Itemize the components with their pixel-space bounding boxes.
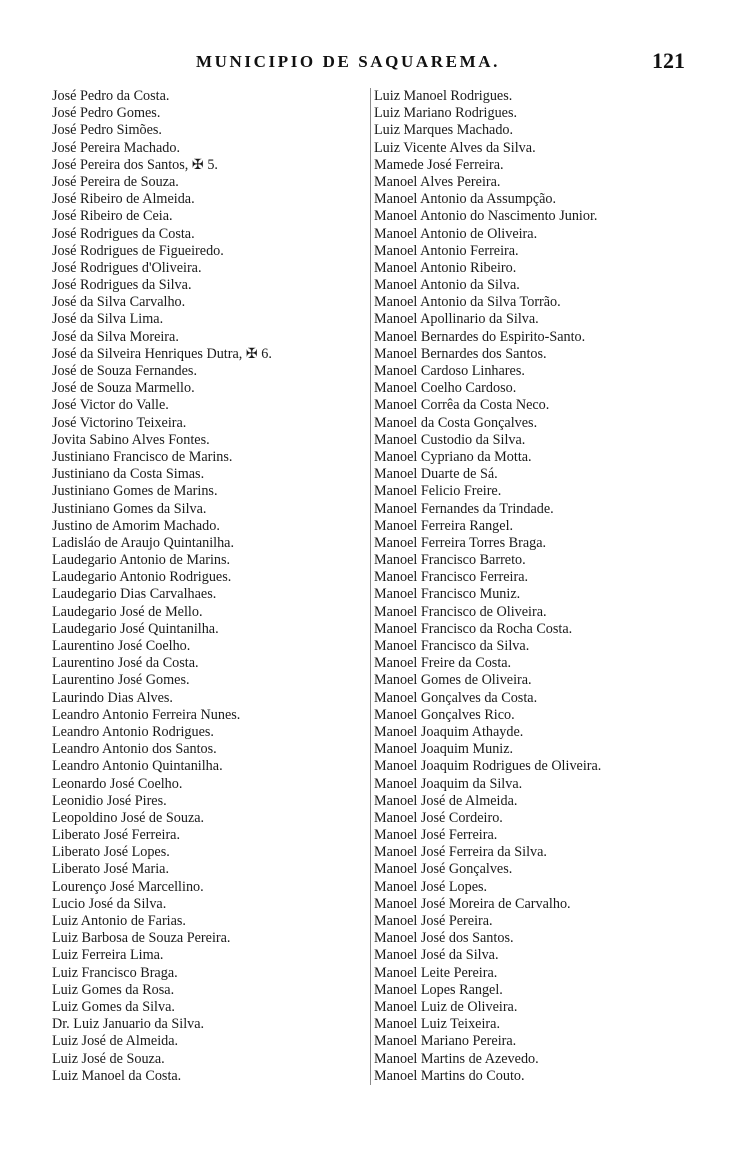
list-item: Manoel José da Silva. bbox=[374, 947, 499, 964]
list-item: José Pedro da Costa. bbox=[52, 88, 170, 104]
list-item: Justiniano Gomes de Marins. bbox=[52, 483, 218, 500]
page-title: MUNICIPIO DE SAQUAREMA. bbox=[196, 52, 500, 71]
list-item: Manoel José dos Santos. bbox=[374, 930, 514, 947]
list-item: Manoel José de Almeida. bbox=[374, 792, 518, 809]
list-item: Manoel José Pereira. bbox=[374, 913, 493, 929]
list-item: Manoel Corrêa da Costa Neco. bbox=[374, 397, 550, 414]
list-item: Manoel Alves Pereira. bbox=[374, 173, 501, 190]
list-item: Leonidio José Pires. bbox=[52, 792, 167, 809]
list-item: José Victor do Valle. bbox=[52, 397, 169, 414]
list-item: Manoel Leite Pereira. bbox=[374, 964, 498, 981]
list-item: Manoel Martins do Couto. bbox=[374, 1067, 525, 1084]
list-item: José da Silva Moreira. bbox=[52, 328, 179, 345]
list-item: Laurindo Dias Alves. bbox=[52, 689, 173, 706]
list-item: Luiz Mariano Rodrigues. bbox=[374, 105, 518, 122]
list-item: Manoel Luiz de Oliveira. bbox=[374, 998, 518, 1015]
list-item: Luiz Ferreira Lima. bbox=[52, 947, 164, 964]
list-item: Justiniano Francisco de Marins. bbox=[52, 448, 233, 465]
list-item: Luiz José de Souza. bbox=[52, 1050, 165, 1067]
list-item: Manoel Cardoso Linhares. bbox=[374, 363, 525, 379]
left-name-column bbox=[52, 88, 357, 1085]
page-number: 121 bbox=[652, 48, 685, 73]
list-item: Lourenço José Marcellino. bbox=[52, 878, 204, 895]
list-item: Laurentino José Gomes. bbox=[52, 672, 190, 689]
list-item: Manoel Ferreira Torres Braga. bbox=[374, 534, 547, 551]
list-item: Manoel Joaquim Rodrigues de Oliveira. bbox=[374, 758, 602, 775]
list-item: Manoel Mariano Pereira. bbox=[374, 1033, 517, 1050]
list-item: Manoel da Costa Gonçalves. bbox=[374, 414, 538, 431]
list-item: José de Souza Marmello. bbox=[52, 380, 195, 397]
list-item: Luiz Manoel Rodrigues. bbox=[374, 88, 513, 104]
list-item: José Pedro Gomes. bbox=[52, 105, 161, 122]
list-item: Manoel Antonio Ferreira. bbox=[374, 242, 519, 259]
list-item: José de Souza Fernandes. bbox=[52, 363, 197, 379]
list-item: Manoel Francisco da Rocha Costa. bbox=[374, 620, 573, 637]
list-item: Manoel Antonio da Silva. bbox=[374, 277, 520, 294]
list-item: Leandro Antonio dos Santos. bbox=[52, 741, 217, 758]
list-item: Manoel Antonio do Nascimento Junior. bbox=[374, 208, 598, 225]
list-item: José da Silva Carvalho. bbox=[52, 294, 186, 311]
list-item: Manoel Felicio Freire. bbox=[374, 483, 502, 500]
list-item: Laudegario Antonio Rodrigues. bbox=[52, 569, 232, 586]
list-item: Manoel Francisco de Oliveira. bbox=[374, 603, 547, 620]
list-item: Manoel Joaquim Athayde. bbox=[374, 723, 524, 740]
list-item: Lucio José da Silva. bbox=[52, 895, 167, 912]
list-item: Leandro Antonio Quintanilha. bbox=[52, 758, 223, 775]
list-item: José Rodrigues da Silva. bbox=[52, 277, 192, 294]
page-header bbox=[0, 48, 736, 78]
list-item: Manoel Joaquim da Silva. bbox=[374, 775, 523, 792]
list-item: Liberato José Maria. bbox=[52, 861, 170, 878]
list-item: José Pedro Simões. bbox=[52, 122, 162, 139]
list-item: José Pereira dos Santos, ✠ 5. bbox=[52, 156, 218, 173]
list-item: José Pereira de Souza. bbox=[52, 173, 179, 190]
list-item: Manoel Francisco da Silva. bbox=[374, 638, 530, 654]
list-item: Luiz Gomes da Rosa. bbox=[52, 981, 175, 998]
list-item: Laudegario Dias Carvalhaes. bbox=[52, 586, 217, 603]
list-item: Manoel Bernardes dos Santos. bbox=[374, 345, 547, 362]
list-item: Luiz Marques Machado. bbox=[374, 122, 514, 139]
list-item: Manoel Coelho Cardoso. bbox=[374, 380, 517, 397]
list-item: José Rodrigues d'Oliveira. bbox=[52, 259, 202, 276]
list-item: Manoel Cypriano da Motta. bbox=[374, 448, 532, 465]
list-item: José Ribeiro de Ceia. bbox=[52, 208, 173, 225]
list-item: Manoel José Ferreira. bbox=[374, 827, 498, 844]
list-item: Dr. Luiz Januario da Silva. bbox=[52, 1016, 205, 1033]
list-item: Laurentino José da Costa. bbox=[52, 655, 199, 672]
list-item: Manoel José Gonçalves. bbox=[374, 861, 513, 878]
list-item: Manoel Antonio de Oliveira. bbox=[374, 225, 538, 242]
right-name-column bbox=[370, 88, 714, 1085]
list-item: Leandro Antonio Rodrigues. bbox=[52, 723, 214, 740]
list-item: Manoel Antonio da Assumpção. bbox=[374, 191, 557, 208]
list-item: Luiz Antonio de Farias. bbox=[52, 913, 186, 929]
list-item: Manoel José Ferreira da Silva. bbox=[374, 844, 547, 861]
list-item: José Pereira Machado. bbox=[52, 139, 181, 156]
list-item: Manoel José Moreira de Carvalho. bbox=[374, 895, 571, 912]
list-item: Laudegario José Quintanilha. bbox=[52, 620, 219, 637]
list-item: Manoel Custodio da Silva. bbox=[374, 431, 526, 448]
list-item: Manoel Martins de Azevedo. bbox=[374, 1050, 539, 1067]
list-item: Luiz Vicente Alves da Silva. bbox=[374, 139, 536, 156]
list-item: Manoel Gonçalves da Costa. bbox=[374, 689, 538, 706]
list-item: Manoel José Cordeiro. bbox=[374, 809, 503, 826]
list-item: Luiz José de Almeida. bbox=[52, 1033, 179, 1050]
list-item: Manoel Fernandes da Trindade. bbox=[374, 500, 554, 517]
list-item: Manoel Gomes de Oliveira. bbox=[374, 672, 532, 689]
list-item: Manoel Apollinario da Silva. bbox=[374, 311, 539, 328]
list-item: Jovita Sabino Alves Fontes. bbox=[52, 431, 210, 448]
list-item: José Victorino Teixeira. bbox=[52, 414, 187, 431]
list-item: Manoel Francisco Barreto. bbox=[374, 552, 526, 569]
list-item: Manoel Ferreira Rangel. bbox=[374, 517, 514, 534]
list-item: Mamede José Ferreira. bbox=[374, 156, 504, 173]
list-item: Liberato José Ferreira. bbox=[52, 827, 181, 844]
list-item: Manoel Lopes Rangel. bbox=[374, 981, 503, 998]
list-item: José Rodrigues da Costa. bbox=[52, 225, 195, 242]
list-item: Manoel Antonio Ribeiro. bbox=[374, 259, 517, 276]
list-item: Manoel Antonio da Silva Torrão. bbox=[374, 294, 561, 311]
list-item: Manoel Luiz Teixeira. bbox=[374, 1016, 500, 1033]
list-item: Luiz Manoel da Costa. bbox=[52, 1067, 182, 1084]
list-item: Laudegario José de Mello. bbox=[52, 603, 203, 620]
list-item: Ladisláo de Araujo Quintanilha. bbox=[52, 534, 235, 551]
list-item: José da Silva Lima. bbox=[52, 311, 164, 328]
list-item: José da Silveira Henriques Dutra, ✠ 6. bbox=[52, 345, 272, 362]
list-item: Manoel Francisco Muniz. bbox=[374, 586, 521, 603]
list-item: Justiniano da Costa Simas. bbox=[52, 466, 205, 483]
list-item: José Rodrigues de Figueiredo. bbox=[52, 242, 224, 259]
list-item: Leopoldino José de Souza. bbox=[52, 809, 205, 826]
list-item: Justino de Amorim Machado. bbox=[52, 517, 220, 534]
list-item: Manoel Gonçalves Rico. bbox=[374, 706, 515, 723]
list-item: Justiniano Gomes da Silva. bbox=[52, 500, 207, 517]
list-item: Manoel Freire da Costa. bbox=[374, 655, 512, 672]
list-item: José Ribeiro de Almeida. bbox=[52, 191, 195, 208]
list-item: Liberato José Lopes. bbox=[52, 844, 170, 861]
list-item: Leandro Antonio Ferreira Nunes. bbox=[52, 706, 241, 723]
list-item: Laurentino José Coelho. bbox=[52, 638, 191, 654]
list-item: Luiz Barbosa de Souza Pereira. bbox=[52, 930, 231, 947]
list-item: Manoel Duarte de Sá. bbox=[374, 466, 498, 483]
list-item: Leonardo José Coelho. bbox=[52, 775, 183, 792]
list-item: Luiz Francisco Braga. bbox=[52, 964, 178, 981]
list-item: Manoel Bernardes do Espirito-Santo. bbox=[374, 328, 586, 345]
list-item: Laudegario Antonio de Marins. bbox=[52, 552, 231, 569]
list-item: Manoel Joaquim Muniz. bbox=[374, 741, 514, 758]
list-item: Manoel José Lopes. bbox=[374, 878, 488, 895]
list-item: Luiz Gomes da Silva. bbox=[52, 998, 175, 1015]
list-item: Manoel Francisco Ferreira. bbox=[374, 569, 529, 586]
